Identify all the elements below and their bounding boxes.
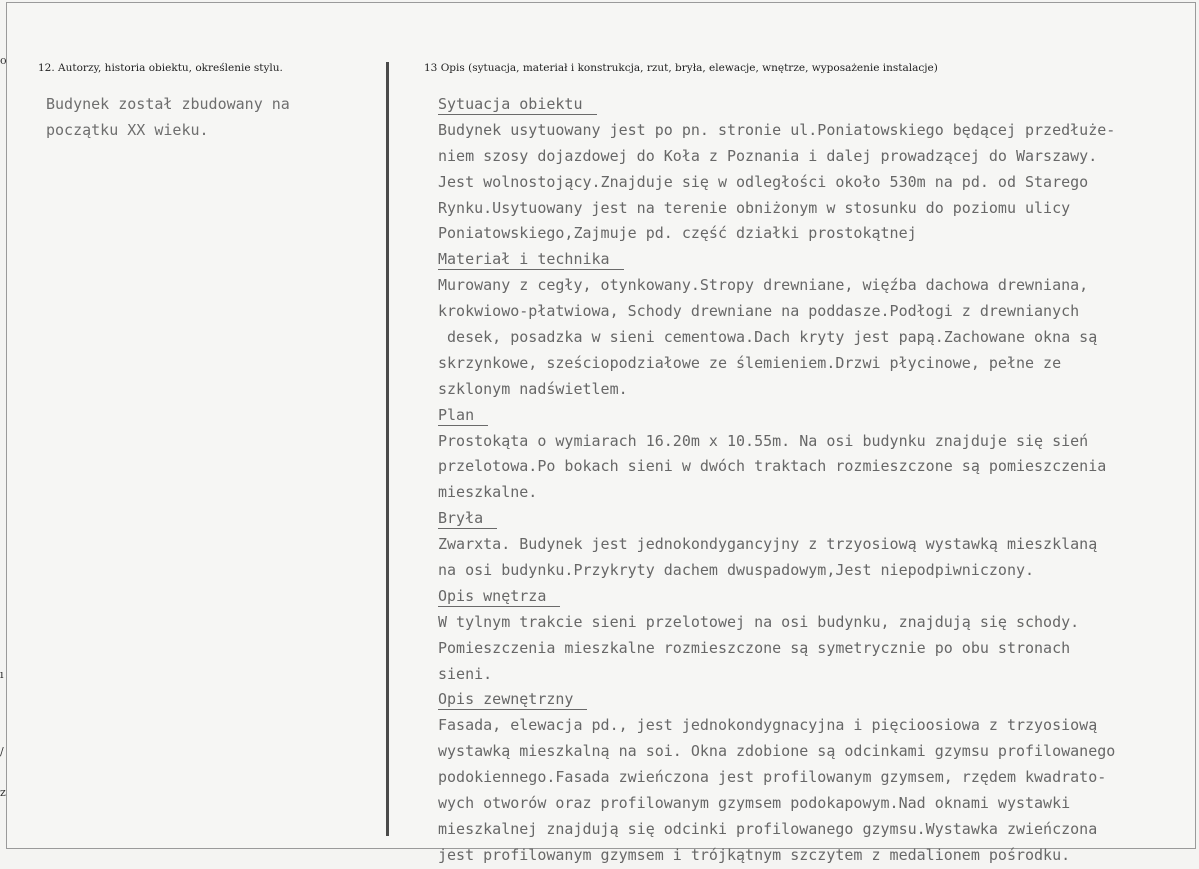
text-line: przelotowa.Po bokach sieni w dwóch traktach rozmieszczone są pomieszczenia: [438, 457, 1107, 476]
text-line: Budynek został zbudowany na: [46, 95, 290, 113]
section-heading: Plan: [438, 405, 488, 426]
text-line: Poniatowskiego,Zajmuje pd. część działki prostokątnej: [438, 224, 917, 243]
text-line: krokwiowo-płatwiowa, Schody drewniane na poddasze.Podłogi z drewnianych: [438, 302, 1080, 321]
text-line: mieszkalne.: [438, 483, 538, 502]
text-line: podokiennego.Fasada zwieńczona jest profilowanym gzymsem, rzędem kwadrato-: [438, 768, 1107, 787]
margin-mark: o: [0, 54, 7, 67]
text-line: wystawką mieszkalną na soi. Okna zdobione są odcinkami gzymsu profilowanego: [438, 742, 1116, 761]
text-line: desek, posadzka w sieni cementowa.Dach kryty jest papą.Zachowane okna są: [438, 328, 1098, 347]
text-line: niem szosy dojazdowej do Koła z Poznania i dalej prowadzącej do Warszawy.: [438, 146, 1098, 165]
text-line: Rynku.Usytuowany jest na terenie obniżonym w stosunku do poziomu ulicy: [438, 198, 1071, 217]
text-line: skrzynkowe, sześciopodziałowe ze ślemieniem.Drzwi płycinowe, pełne ze: [438, 353, 1062, 372]
text-line: Jest wolnostojący.Znajduje się w odległości około 530m na pd. od Starego: [438, 172, 1089, 191]
section-heading: Bryła: [438, 508, 497, 529]
text-line: szklonym nadświetlem.: [438, 379, 628, 398]
column-divider: [386, 62, 389, 836]
text-line: sieni.: [438, 664, 493, 683]
text-line: na osi budynku.Przykryty dachem dwuspadowym,Jest niepodpiwniczony.: [438, 561, 1035, 580]
text-line: jest profilowanym gzymsem i trójkątnym szczytem z medalionem pośrodku.: [438, 845, 1071, 864]
text-line: mieszkalnej znajdują się odcinki profilowanego gzymsu.Wystawka zwieńczona: [438, 819, 1098, 838]
section-heading: Sytuacja obiektu: [438, 94, 597, 115]
right-section-body: [438, 92, 1178, 869]
text-line: wych otworów oraz profilowanym gzymsem podokapowym.Nad oknami wystawki: [438, 794, 1071, 813]
section-heading: Opis zewnętrzny: [438, 689, 587, 710]
text-line: Budynek usytuowany jest po pn. stronie ul.Poniatowskiego będącej przedłuże-: [438, 120, 1116, 139]
text-line: początku XX wieku.: [46, 121, 209, 140]
section-heading: Opis wnętrza: [438, 586, 560, 607]
section-heading: Materiał i technika: [438, 249, 624, 270]
text-line: W tylnym trakcie sieni przelotowej na osi budynku, znajdują się schody.: [438, 612, 1080, 631]
text-line: Pomieszczenia mieszkalne rozmieszczone są symetrycznie po obu stronach: [438, 638, 1071, 657]
margin-mark: ı: [0, 668, 4, 681]
left-section-body: [46, 91, 290, 144]
text-line: Fasada, elewacja pd., jest jednokondygnacyjna i pięcioosiowa z trzyosiową: [438, 716, 1098, 735]
text-line: Murowany z cegły, otynkowany.Stropy drewniane, więźba dachowa drewniana,: [438, 276, 1089, 295]
left-section-header: 12. Autorzy, historia obiektu, określenie stylu.: [38, 62, 283, 74]
text-line: Zwarxta. Budynek jest jednokondygancyjny z trzyosiową wystawką mieszklaną: [438, 535, 1098, 554]
text-line: Prostokąta o wymiarach 16.20m x 10.55m. Na osi budynku znajduje się sień: [438, 431, 1089, 450]
margin-mark: z: [0, 786, 6, 799]
margin-mark: /: [0, 745, 4, 758]
right-section-header: 13 Opis (sytuacja, materiał i konstrukcja, rzut, bryła, elewacje, wnętrze, wyposażenie instalacje): [424, 62, 938, 74]
